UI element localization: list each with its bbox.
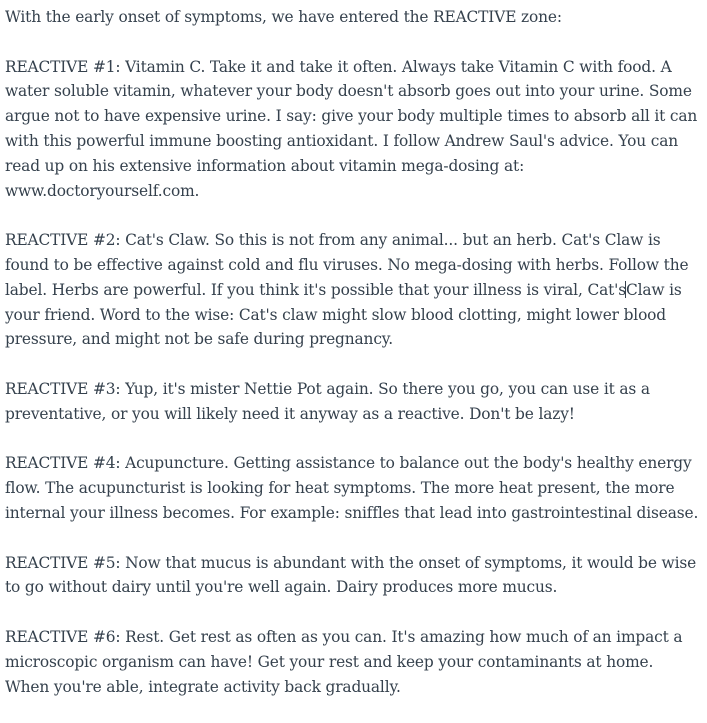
reactive-2-text-after-caret: Claw is your friend. Word to the wise: Cat's claw might slow blood clotting, might lower blood pressure, and might not be safe during pregnancy. [5,280,682,349]
reactive-6-paragraph: REACTIVE #6: Rest. Get rest as often as you can. It's amazing how much of an impact a microscopic organism can have! Get your rest and keep your contaminants at home. When you're able, integrate activity back gradually. [5,627,683,696]
reactive-3-paragraph: REACTIVE #3: Yup, it's mister Nettie Pot again. So there you go, you can use it as a preventative, or you will likely need it anyway as a reactive. Don't be lazy! [5,379,650,423]
reactive-2-text-before-caret: REACTIVE #2: Cat's Claw. So this is not from any animal... but an herb. Cat's Claw is found to be effective against cold and flu viruses. No mega-dosing with herbs. Follow the label. Herbs are powerful. If you think it's possible that your illness is viral, Cat's [5,231,689,299]
intro-paragraph: With the early onset of symptoms, we have entered the REACTIVE zone: [5,8,562,26]
reactive-4-paragraph: REACTIVE #4: Acupuncture. Getting assistance to balance out the body's healthy energy flow. The acupuncturist is looking for heat symptoms. The more heat present, the more internal your illness becomes. For example: sniffles that lead into gastrointestinal disease. [5,454,699,522]
reactive-5-paragraph: REACTIVE #5: Now that mucus is abundant with the onset of symptoms, it would be wise to go without dairy until you're well again. Dairy produces more mucus. [5,553,697,597]
reactive-1-paragraph: REACTIVE #1: Vitamin C. Take it and take it often. Always take Vitamin C with food. A water soluble vitamin, whatever your body doesn't absorb goes out into your urine. Some argue not to have expensive urine. I say: give your body multiple times to absorb all it can with this powerful immune boosting antioxidant. I follow Andrew Saul's advice. You can read up on his extensive information about vitamin mega-dosing at: www.doctoryourself.com. [5,57,698,200]
reactive-2-paragraph [5,228,699,352]
